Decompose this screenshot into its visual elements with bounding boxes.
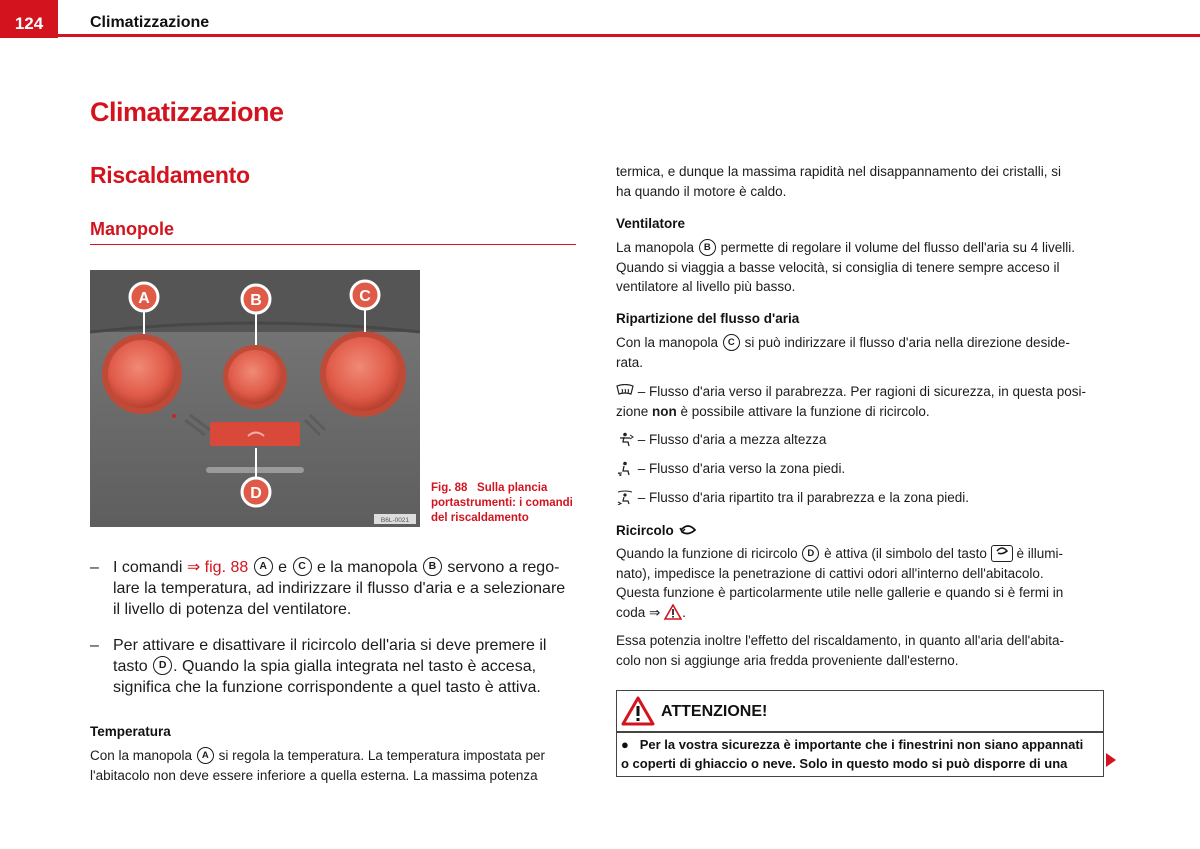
heating-effect-paragraph — [616, 631, 1116, 670]
face-vent-icon — [616, 432, 634, 447]
figure-number: Fig. 88 — [431, 482, 468, 494]
text-run: I comandi — [113, 559, 187, 576]
text-run: Con la manopola — [616, 335, 722, 350]
instruction-bullet-2 — [90, 635, 580, 701]
control-ref-a: A — [197, 747, 214, 764]
image-code: B6L-0021 — [380, 517, 410, 524]
knob-label-b: B — [250, 292, 262, 309]
emphasis-not: non — [652, 403, 677, 419]
temperature-heading: Temperatura — [90, 724, 171, 739]
warning-text — [621, 735, 1099, 773]
recirculation-button-icon — [991, 545, 1013, 562]
heating-controls-figure — [90, 270, 420, 527]
control-ref-d: D — [802, 545, 819, 562]
text-run: La manopola — [616, 240, 698, 255]
control-ref-b: B — [423, 557, 442, 576]
text-run: Per la vostra sicurezza è importante che i finestrini non siano appannati — [639, 737, 1084, 752]
text-line: Per attivare e disattivare il ricircolo dell'aria si deve premere il — [113, 637, 547, 654]
caption-line-3: del riscaldamento — [431, 512, 529, 524]
flow-windshield-item — [616, 382, 1116, 421]
text-run: – Flusso d'aria ripartito tra il parabrezza e la zona piedi. — [634, 490, 969, 505]
text-run: . Quando la spia gialla integrata nel tasto è accesa, — [173, 658, 537, 675]
warning-divider — [616, 731, 1104, 733]
caption-line-1: Sulla plancia — [477, 482, 548, 494]
warning-triangle-icon — [621, 696, 655, 726]
text-line: ha quando il motore è caldo. — [616, 183, 787, 199]
chapter-title: Climatizzazione — [90, 97, 284, 127]
text-run: Con la manopola — [90, 748, 196, 763]
control-ref-b: B — [699, 239, 716, 256]
text-run: tasto — [113, 658, 153, 675]
fan-paragraph — [616, 238, 1116, 297]
figure-reference-link[interactable]: ⇒ fig. 88 — [186, 559, 249, 576]
intro-paragraph — [616, 162, 1116, 201]
header-rule — [58, 34, 1200, 37]
text-line: significa che la funzione corrispondente a quel tasto è attiva. — [113, 679, 541, 696]
defrost-icon — [616, 384, 634, 398]
text-line: o coperti di ghiaccio o neve. Solo in questo modo si può disporre di una — [621, 756, 1068, 771]
text-run: – Flusso d'aria a mezza altezza — [634, 432, 827, 447]
flow-face-item — [616, 430, 1116, 450]
text-line: lare la temperatura, ad indirizzare il flusso d'aria e a selezionare — [113, 580, 566, 597]
subsection-rule — [90, 244, 576, 245]
text-run: si regola la temperatura. La temperatura impostata per — [214, 748, 545, 763]
control-ref-a: A — [254, 557, 273, 576]
text-run: è illumi- — [1012, 546, 1063, 561]
text-run: è attiva (il simbolo del tasto — [820, 546, 991, 561]
airflow-distribution-heading: Ripartizione del flusso d'aria — [616, 311, 800, 326]
heating-controls-illustration — [90, 270, 420, 527]
knob-label-d: D — [250, 485, 262, 502]
flow-windshield-feet-item — [616, 488, 1116, 508]
instruction-bullet-1 — [90, 557, 580, 623]
control-ref-d: D — [153, 656, 172, 675]
recirculation-icon — [678, 524, 698, 536]
text-run: coda ⇒ — [616, 604, 665, 620]
text-run: e la manopola — [312, 559, 422, 576]
bullet-dot: ● — [621, 737, 629, 752]
bullet-dash: – — [90, 637, 99, 654]
warning-title: ATTENZIONE! — [661, 703, 768, 720]
knob-label-c: C — [359, 288, 371, 305]
text-line: Quando si viaggia a basse velocità, si consiglia di tenere sempre acceso il — [616, 259, 1060, 275]
text-line: Essa potenzia inoltre l'effetto del riscaldamento, in quanto all'aria dell'abita- — [616, 633, 1064, 648]
section-title: Riscaldamento — [90, 162, 250, 188]
text-run: e — [273, 559, 292, 576]
fan-heading: Ventilatore — [616, 216, 686, 231]
text-line: termica, e dunque la massima rapidità nel disappannamento dei cristalli, si — [616, 164, 1061, 179]
caption-line-2: portastrumenti: i comandi — [431, 497, 573, 509]
subsection-title: Manopole — [90, 219, 174, 239]
recirculation-icon — [995, 546, 1009, 556]
text-line: l'abitacolo non deve essere inferiore a quella esterna. La massima potenza — [90, 767, 538, 783]
text-line: rata. — [616, 354, 644, 370]
heading-text: Ricircolo — [616, 523, 674, 538]
flow-feet-item — [616, 459, 1116, 479]
text-run: – Flusso d'aria verso la zona piedi. — [634, 461, 846, 476]
temperature-paragraph — [90, 746, 585, 785]
recirculation-paragraph — [616, 544, 1116, 622]
text-line: colo non si aggiunge aria fredda proveniente dall'esterno. — [616, 652, 959, 668]
text-run: Quando la funzione di ricircolo — [616, 546, 802, 561]
recirculation-heading — [616, 523, 698, 538]
text-run: permette di regolare il volume del flusso dell'aria su 4 livelli. — [716, 240, 1076, 255]
text-line: ventilatore al livello più basso. — [616, 279, 796, 294]
defrost-foot-icon — [616, 490, 634, 505]
text-line: nato), impedisce la penetrazione di cattivi odori all'interno dell'abitacolo. — [616, 565, 1044, 581]
control-ref-c: C — [723, 334, 740, 351]
text-run: – Flusso d'aria verso il parabrezza. Per ragioni di sicurezza, in questa posi- — [634, 384, 1087, 399]
text-run: è possibile attivare la funzione di ricircolo. — [676, 403, 930, 419]
text-run: servono a rego- — [442, 559, 560, 576]
airflow-paragraph — [616, 333, 1116, 372]
text-line: Questa funzione è particolarmente utile nelle gallerie e quando si è fermi in — [616, 585, 1064, 600]
page-number: 124 — [0, 0, 58, 38]
warning-triangle-icon[interactable] — [664, 604, 682, 620]
text-run: zione — [616, 403, 653, 419]
text-run: . — [682, 604, 686, 620]
text-run: si può indirizzare il flusso d'aria nella direzione deside- — [740, 335, 1070, 350]
control-ref-c: C — [293, 557, 312, 576]
bullet-dash: – — [90, 559, 99, 576]
foot-vent-icon — [616, 461, 634, 476]
continue-arrow-icon[interactable] — [1106, 753, 1116, 767]
text-line: il livello di potenza del ventilatore. — [113, 601, 352, 618]
figure-caption — [431, 481, 581, 526]
running-title: Climatizzazione — [90, 14, 210, 31]
knob-label-a: A — [138, 290, 150, 307]
